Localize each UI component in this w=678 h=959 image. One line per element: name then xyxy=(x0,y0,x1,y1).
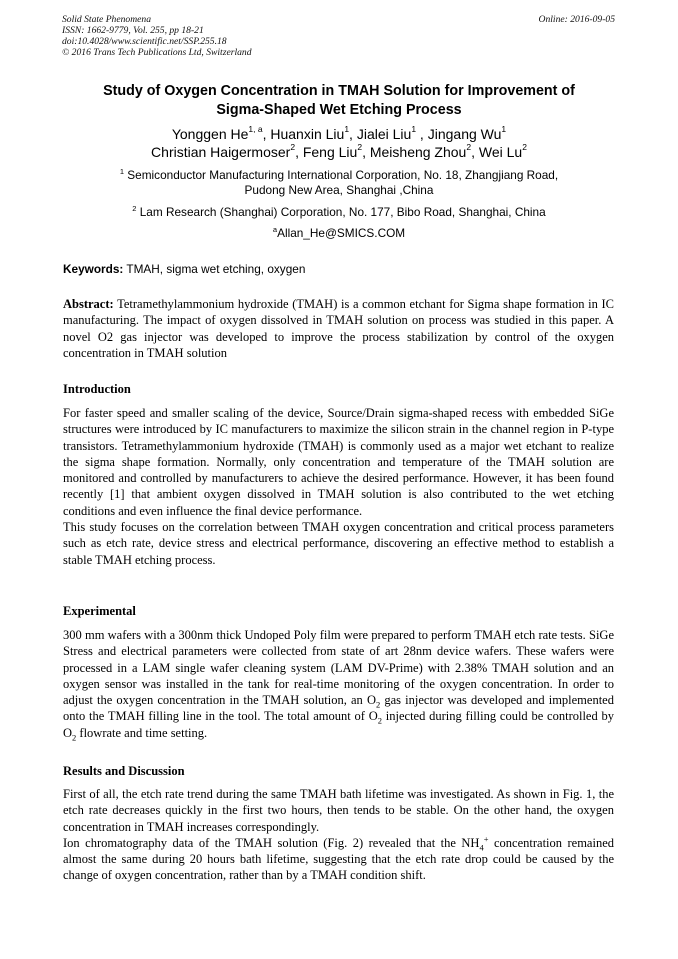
text-run: Ion chromatography data of the TMAH solution (Fig. 2) revealed that the NH xyxy=(63,835,480,850)
author-name: Feng Liu xyxy=(302,144,358,160)
journal-issn: ISSN: 1662-9779, Vol. 255, pp 18-21 xyxy=(62,25,204,36)
author-name: Jingang Wu xyxy=(427,126,502,142)
keywords-label: Keywords: xyxy=(63,262,124,276)
text-run: injected during filling could be controlled by O xyxy=(63,709,615,740)
subscript: 4 xyxy=(479,842,484,853)
author-affiliation-mark: 1 xyxy=(501,124,507,135)
affiliation-text: Lam Research (Shanghai) Corporation, No. 177, Bibo Road, Shanghai, China xyxy=(139,205,546,219)
title-line-1: Study of Oxygen Concentration in TMAH Solution for Improvement of xyxy=(103,83,575,99)
paper-title xyxy=(50,82,628,120)
author-affiliation-mark: 2 xyxy=(522,142,527,153)
abstract-text: Tetramethylammonium hydroxide (TMAH) is a common etchant for Sigma shape formation in IC manufacturing. The impact of oxygen dissolved in TMAH solution on process was studied in this paper. A novel O2 gas injector was developed to improve the process stabilization by control of the oxygen concentration in TMAH solution xyxy=(63,297,614,360)
author-affiliation-mark: 2 xyxy=(290,142,296,153)
paragraph: For faster speed and smaller scaling of the device, Source/Drain sigma-shaped recess with embedded SiGe structures were introduced by IC manufacturers to maximize the silicon strain in the channel region in P-type transistors. Tetramethylammonium hydroxide (TMAH) is commonly used as a major wet etchant to realize the sigma shape formation. Normally, only concentration and temperature of the TMAH solution are monitored and controlled by manufacturers to achieve the desired performance. However, it has been found recently [1] that ambient oxygen dissolved in TMAH solution is also contributed to the wet etching conditions and even influence the final device performance. xyxy=(63,406,614,518)
author-line-2: Christian Haigermoser$^2$, Feng Liu$^2$, Meisheng Zhou$^2$, Wei Lu$^2$ xyxy=(151,142,527,160)
affiliation-mark: 1 xyxy=(119,167,125,177)
author-name: Wei Lu xyxy=(478,144,523,160)
online-date: Online: 2016-09-05 xyxy=(538,14,615,25)
author-name: Meisheng Zhou xyxy=(369,144,467,160)
paragraph: This study focuses on the correlation between TMAH oxygen concentration and critical process parameters such as etch rate, device stress and electrical performance, discovering an effective method to establish a stable TMAH etching process. xyxy=(63,520,614,567)
subscript: 2 xyxy=(377,715,382,726)
journal-doi: doi:10.4028/www.scientific.net/SSP.255.18 xyxy=(62,36,227,47)
abstract-label: Abstract: xyxy=(63,297,114,311)
superscript: + xyxy=(483,833,489,844)
title-line-2: Sigma-Shaped Wet Etching Process xyxy=(216,102,462,118)
affiliation-text: Pudong New Area, Shanghai ,China xyxy=(244,183,434,197)
text-run: gas injector was developed and implemented onto the TMAH filling line in the tool. The total amount of O xyxy=(63,693,614,724)
introduction-body xyxy=(63,405,614,568)
affiliation-1 xyxy=(60,168,618,198)
author-name: Jialei Liu xyxy=(356,126,412,142)
abstract xyxy=(63,296,614,361)
paragraph: First of all, the etch rate trend during the same TMAH bath lifetime was investigated. As shown in Fig. 1, the etch rate decreases quickly in the first two hours, then tends to be stable. On the other hand, the oxygen concentration in TMAH increases correspondingly. xyxy=(63,787,614,834)
subscript: 2 xyxy=(72,732,77,743)
text-run: concentration remained almost the same during 20 hours bath lifetime, suggesting that the etch rate drop could be caused by the change of oxygen concentration, rather than by a TMAH condition shift. xyxy=(63,835,614,883)
text-run: flowrate and time setting. xyxy=(76,725,208,740)
results-body xyxy=(63,786,614,884)
journal-header xyxy=(62,14,252,58)
affiliation-mark: 2 xyxy=(132,204,137,214)
author-affiliation-mark: 1, a xyxy=(248,124,263,135)
section-heading-experimental: Experimental xyxy=(63,604,136,618)
paragraph xyxy=(63,835,614,884)
author-name: Christian Haigermoser xyxy=(151,144,291,160)
journal-name: Solid State Phenomena xyxy=(62,14,151,25)
author-affiliation-mark: 1 xyxy=(411,124,417,135)
experimental-body xyxy=(63,627,614,741)
author-name: Huanxin Liu xyxy=(270,126,345,142)
keywords xyxy=(63,262,305,276)
keywords-text: TMAH, sigma wet etching, oxygen xyxy=(126,262,306,276)
text-run: 300 mm wafers with a 300nm thick Undoped Poly film were prepared to perform TMAH etch rate tests. SiGe Stress and electrical parameters were collected from state of art 28nm device wafers. These wafers were processed in a LAM single wafer cleaning system (LAM DV-Prime) with 2.38% TMAH solution and an oxygen sensor was installed in the tank for real-time monitoring of the oxygen concentration. In order to adjust the oxygen concentration in the TMAH solution, an O xyxy=(63,628,614,708)
author-list xyxy=(60,125,618,161)
affiliation-2 xyxy=(60,205,618,220)
author-affiliation-mark: 1 xyxy=(344,124,350,135)
affiliation-text: Semiconductor Manufacturing International Corporation, No. 18, Zhangjiang Road, xyxy=(127,168,559,182)
email-address[interactable]: Allan_He@SMICS.COM xyxy=(277,226,406,240)
section-heading-introduction: Introduction xyxy=(63,382,131,396)
author-line-1: Yonggen He$^{1, a}$, Huanxin Liu$^1$, Jialei Liu$^1$ , Jingang Wu$^1$ xyxy=(171,124,507,142)
section-heading-results: Results and Discussion xyxy=(63,764,185,778)
subscript: 2 xyxy=(375,699,381,710)
author-email[interactable] xyxy=(60,226,618,241)
email-mark: a xyxy=(272,225,278,235)
paragraph xyxy=(63,627,614,741)
author-affiliation-mark: 2 xyxy=(357,142,363,153)
author-affiliation-mark: 2 xyxy=(466,142,472,153)
journal-copyright: © 2016 Trans Tech Publications Ltd, Switzerland xyxy=(62,47,252,58)
author-name: Yonggen He xyxy=(171,126,249,142)
